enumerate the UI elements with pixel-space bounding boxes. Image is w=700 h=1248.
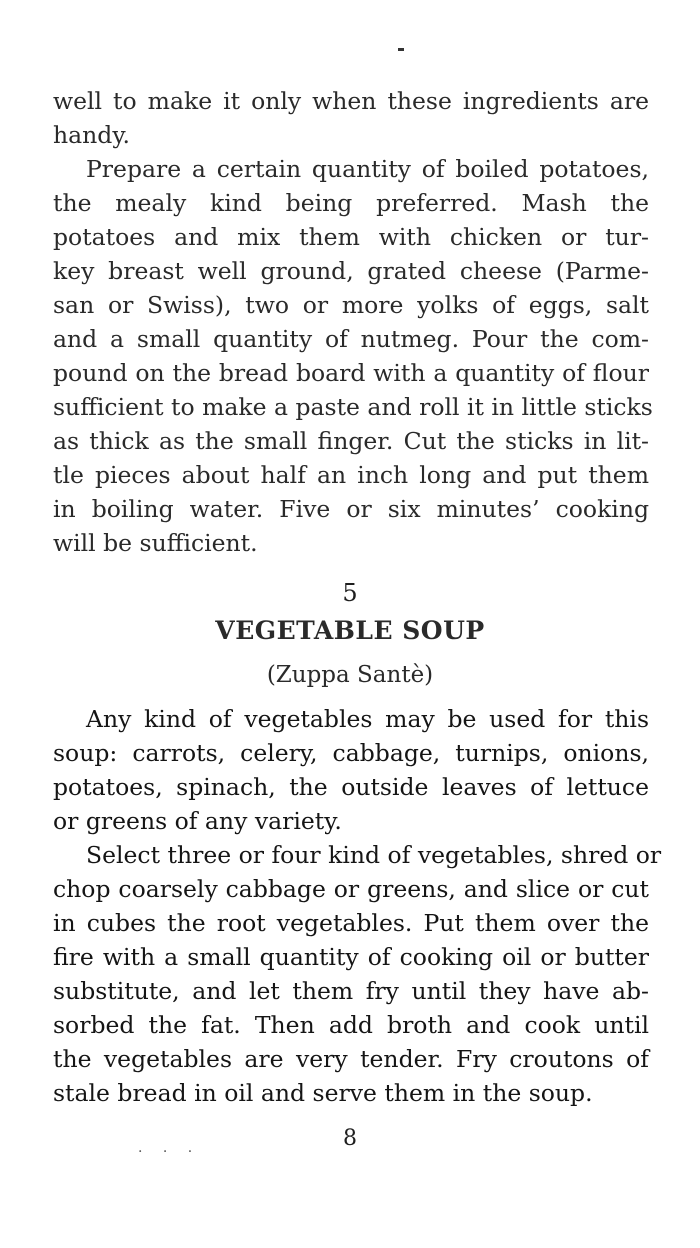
text-line: tle pieces about half an inch long and put them <box>53 461 649 489</box>
text-line: in cubes the root vegetables. Put them over the <box>53 909 649 937</box>
text-line: chop coarsely cabbage or greens, and slice or cut <box>53 875 649 903</box>
text-line: or greens of any variety. <box>53 807 342 835</box>
text-line: as thick as the small finger. Cut the sticks in lit- <box>53 427 649 455</box>
text-line: potatoes, spinach, the outside leaves of lettuce <box>53 773 649 801</box>
page-number: 8 <box>343 1126 357 1151</box>
text-block-bottom <box>53 702 662 1110</box>
text-line: in boiling water. Five or six minutes’ cooking <box>53 495 649 523</box>
section-subtitle: (Zuppa Santè) <box>266 662 434 688</box>
text-line: soup: carrots, celery, cabbage, turnips, onions, <box>53 739 649 767</box>
text-line: san or Swiss), two or more yolks of eggs, salt <box>53 291 649 319</box>
section-number: 5 <box>342 579 358 607</box>
text-line: the vegetables are very tender. Fry croutons of <box>53 1045 649 1073</box>
text-line: will be sufficient. <box>53 529 258 557</box>
text-line: key breast well ground, grated cheese (Parme- <box>53 257 649 285</box>
text-line: Any kind of vegetables may be used for this <box>86 705 649 733</box>
text-line: the mealy kind being preferred. Mash the <box>53 189 649 217</box>
text-block-top <box>53 84 653 560</box>
text-line: sufficient to make a paste and roll it in little sticks <box>53 393 653 421</box>
text-line: well to make it only when these ingredients are <box>53 87 649 115</box>
section-title: VEGETABLE SOUP <box>215 616 485 645</box>
text-line: pound on the bread board with a quantity of flour <box>53 359 649 387</box>
top-dash-mark <box>398 48 404 51</box>
decorative-dots: · · · <box>138 1144 201 1160</box>
text-line: Prepare a certain quantity of boiled potatoes, <box>86 155 649 183</box>
text-line: sorbed the fat. Then add broth and cook until <box>53 1011 649 1039</box>
text-line: and a small quantity of nutmeg. Pour the com- <box>53 325 649 353</box>
text-line: potatoes and mix them with chicken or tur- <box>53 223 649 251</box>
text-line: Select three or four kind of vegetables, shred or <box>86 841 662 869</box>
text-line: stale bread in oil and serve them in the soup. <box>53 1079 593 1107</box>
text-line: fire with a small quantity of cooking oil or butter <box>53 943 649 971</box>
text-line: handy. <box>53 121 130 149</box>
text-line: substitute, and let them fry until they have ab- <box>53 977 649 1005</box>
